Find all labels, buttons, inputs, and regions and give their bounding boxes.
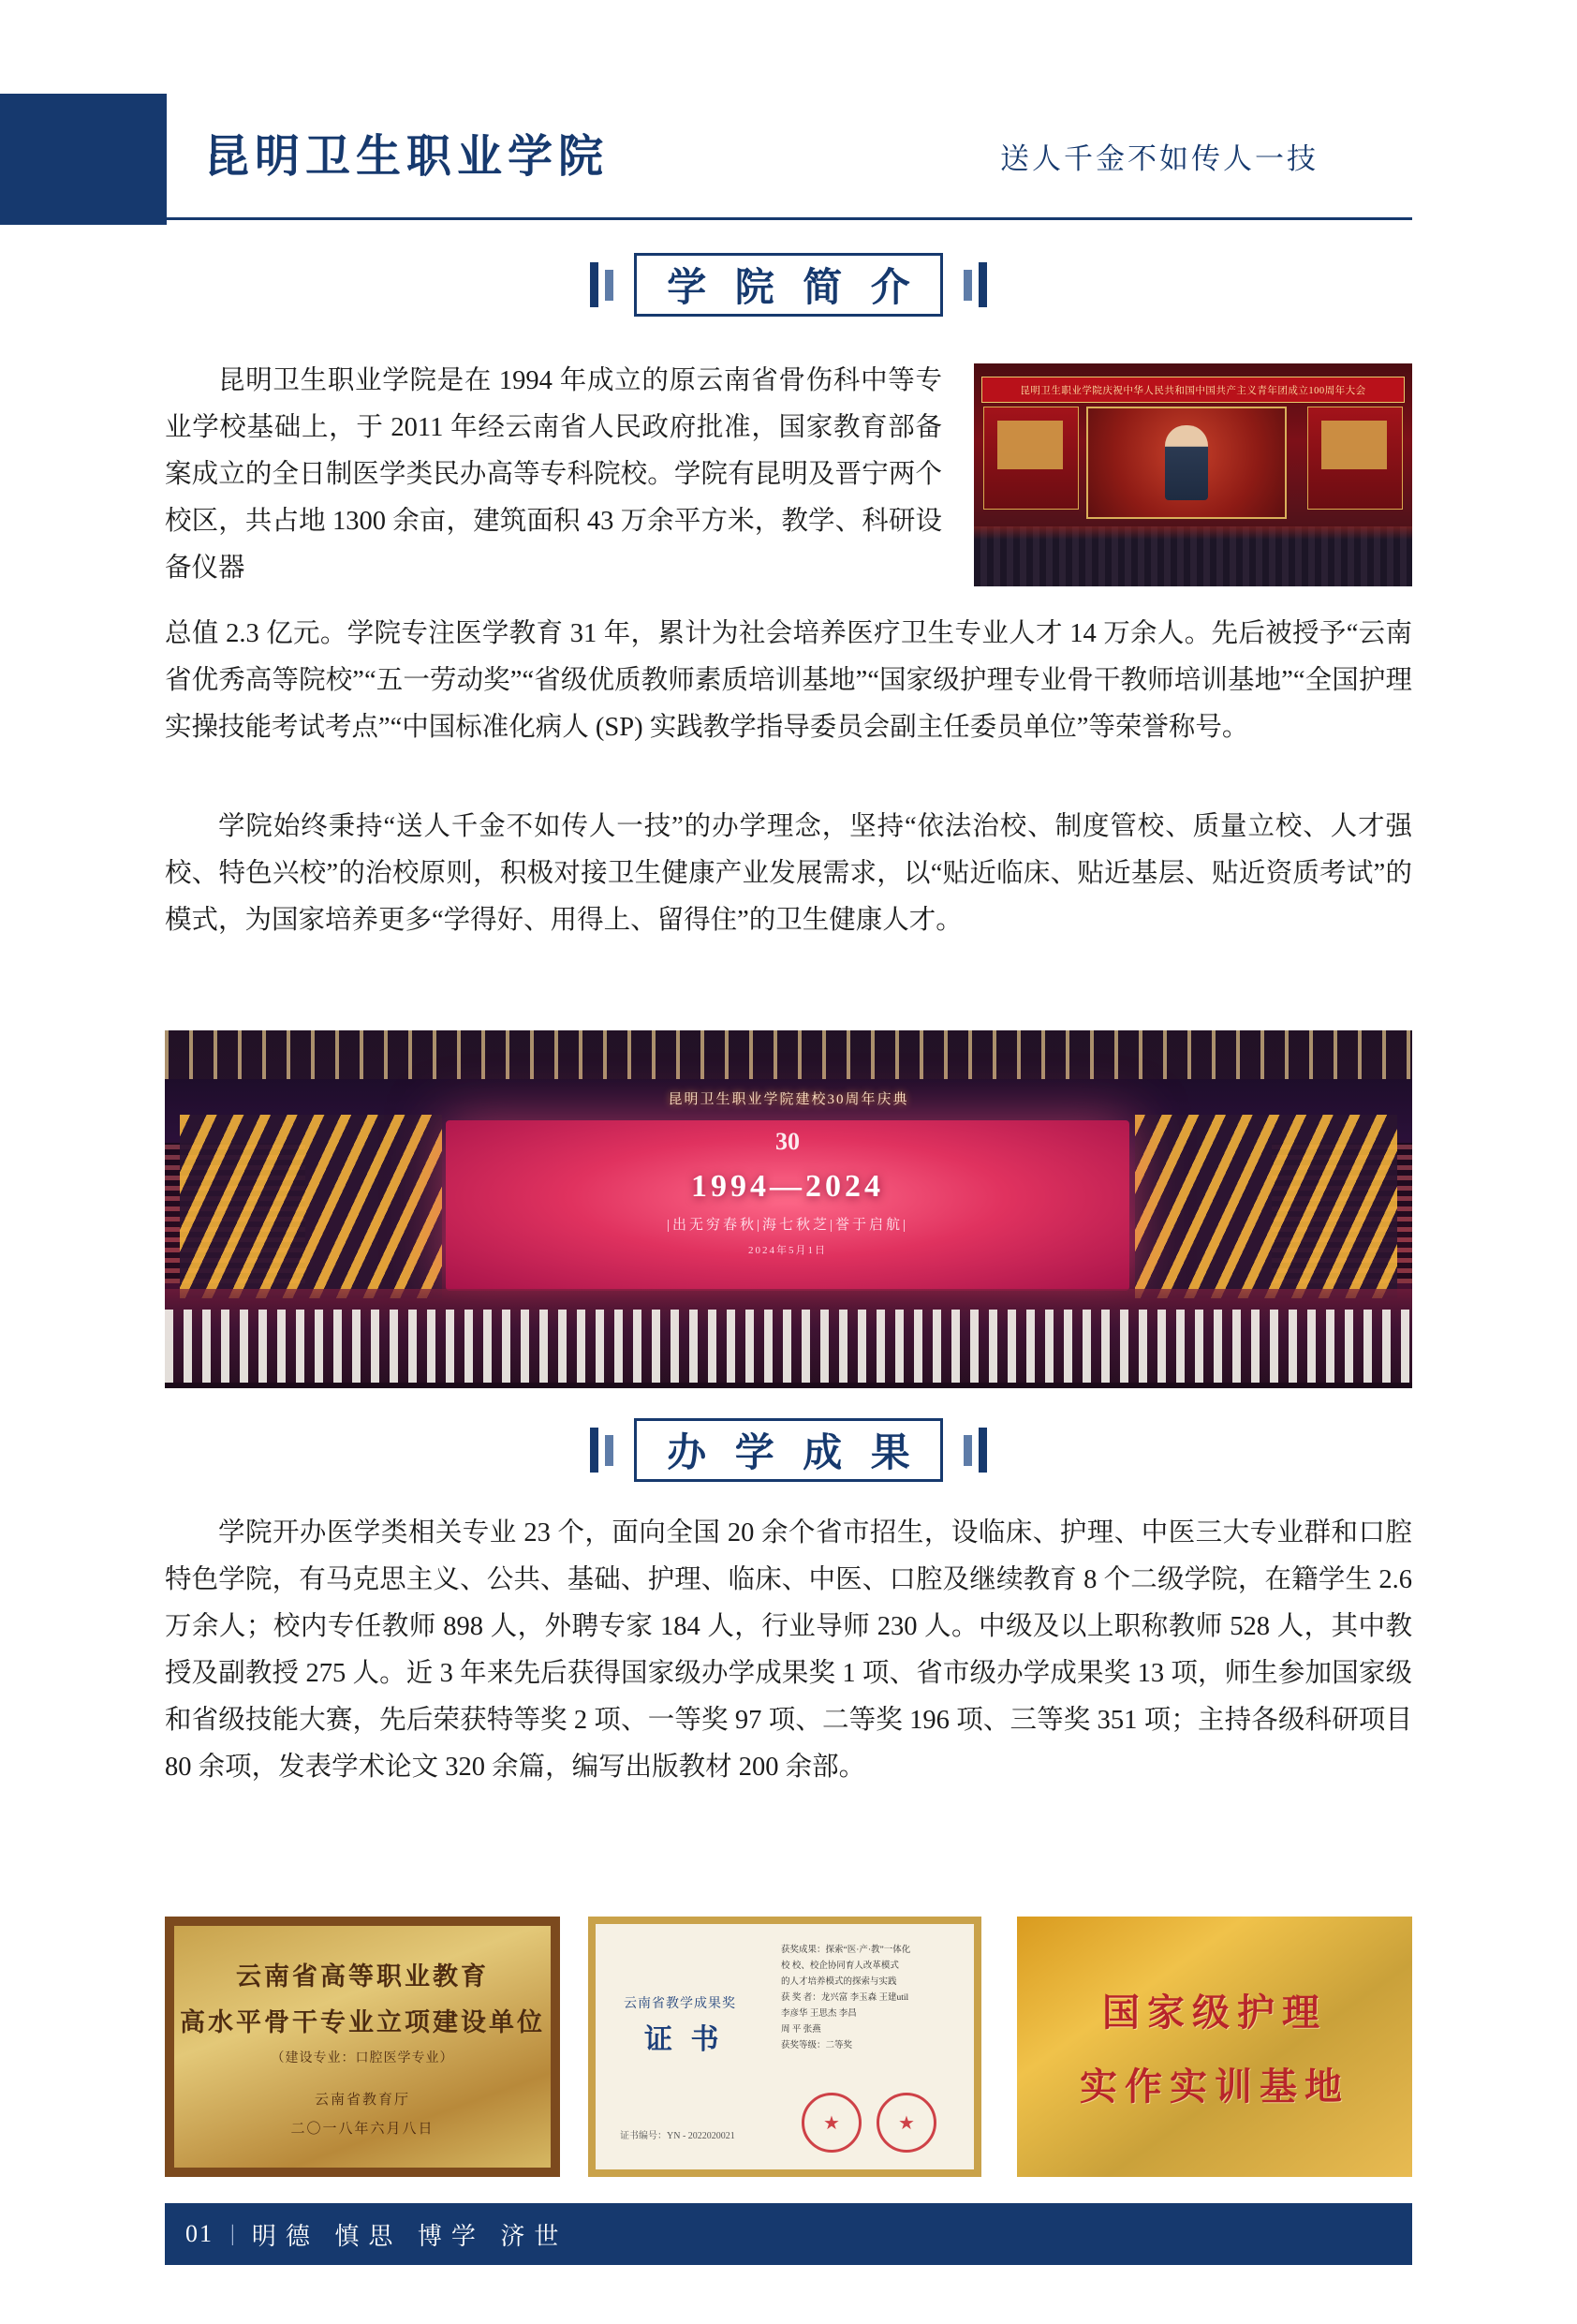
certificate-nursing-base xyxy=(1017,1917,1412,2177)
photo-ceremony-floor xyxy=(165,1289,1412,1388)
heading-ticks-left xyxy=(590,261,613,308)
nursing-base-line-2: 实作实训基地 xyxy=(1080,2065,1349,2108)
heading-text-2: 办 学 成 果 xyxy=(667,1432,920,1475)
photo-ceremony-badge: 30 xyxy=(775,1128,800,1155)
photo-ceremony-date: 2024年5月1日 xyxy=(748,1245,827,1256)
certificate-plaque xyxy=(165,1917,560,2177)
nursing-base-line-1: 国家级护理 xyxy=(1102,1991,1327,2034)
photo-ceremony-wing-left xyxy=(180,1115,442,1298)
photo-meeting-speaker xyxy=(1165,425,1208,500)
intro-paragraph-2: 总值 2.3 亿元。学院专注医学教育 31 年，累计为社会培养医疗卫生专业人才 14 万余人。先后被授予“云南省优秀高等院校”“五一劳动奖”“省级优质教师素质培训基地”“国家级护理专业骨干教师培训基地”“全国护理实操技能考试考点”“中国标准化病人 (SP) 实践教学指导委员会副主任委员单位”等荣誉称号。 xyxy=(165,619,1412,742)
page-header xyxy=(0,94,1577,225)
heading-text: 学 院 简 介 xyxy=(667,267,920,310)
award-title: 云南省教学成果奖 xyxy=(624,1997,736,2011)
page-footer xyxy=(165,2203,1412,2265)
plaque-issuer: 云南省教育厅 xyxy=(314,2093,410,2108)
official-seal-icon-1: ★ xyxy=(802,2093,862,2153)
photo-meeting-right-panel xyxy=(1307,407,1403,510)
footer-motto: 明德 慎思 博学 济世 xyxy=(251,2222,568,2250)
intro-paragraph-1: 昆明卫生职业学院是在 1994 年成立的原云南省骨伤科中等专业学校基础上，于 2011 年经云南省人民政府批准，国家教育部备案成立的全日制医学类民办高等专科院校。学院有昆明及晋宁两个校区，共占地 1300 余亩，建筑面积 43 万余平方米，教学、科研设备仪器 xyxy=(165,366,942,583)
photo-ceremony-wing-right xyxy=(1135,1115,1397,1298)
award-number: 证书编号：YN - 2022020021 xyxy=(620,2131,735,2141)
photo-ceremony-performers xyxy=(165,1310,1412,1383)
achievements-paragraph-1: 学院开办医学类相关专业 23 个，面向全国 20 余个省市招生，设临床、护理、中医三大专业群和口腔特色学院，有马克思主义、公共、基础、护理、临床、中医、口腔及继续教育 8 个二级学院，在籍学生 2.6 万余人；校内专任教师 898 人，外聘专家 184 人，行业导师 230 人。中级及以上职称教师 528 人，其中教授及副教授 275 人。近 3 年来先后获得国家级办学成果奖 1 项、省市级办学成果奖 13 项，师生参加国家级和省级技能大赛，先后荣获特等奖 2 项、一等奖 97 项、二等奖 196 项、三等奖 351 项；主持各级科研项目 80 余项，发表学术论文 320 余篇，编写出版教材 200 余部。 xyxy=(165,1518,1412,1782)
award-details: 获奖成果：探索“医·产·教”一体化 校 校、校企协同育人改革模式 的人才培养模式的探索与实践 获 奖 者：龙兴富 李玉森 王建util 李彦华 王思杰 李昌 周 平 张燕 获奖等级：二等奖 xyxy=(781,1946,911,2050)
award-certificate-word: 证 书 xyxy=(644,2024,725,2055)
photo-meeting-left-panel xyxy=(983,407,1079,510)
certificate-teaching-award xyxy=(588,1917,981,2177)
heading-ticks-right-2 xyxy=(964,1427,987,1473)
photo-ceremony xyxy=(165,1030,1412,1388)
heading-ticks-right xyxy=(964,261,987,308)
photo-meeting-stage xyxy=(1086,407,1287,519)
official-seal-icon-2: ★ xyxy=(877,2093,936,2153)
photo-meeting-banner: 昆明卫生职业学院庆祝中华人民共和国中国共产主义青年团成立100周年大会 xyxy=(981,377,1405,403)
photo-ceremony-label: 昆明卫生职业学院建校30周年庆典 xyxy=(668,1092,909,1107)
header-divider xyxy=(167,217,1412,220)
heading-box xyxy=(634,253,943,317)
plaque-line-2: 高水平骨干专业立项建设单位 xyxy=(180,2008,545,2036)
photo-ceremony-lighting-truss xyxy=(165,1030,1412,1079)
footer-separator: | xyxy=(230,2221,235,2246)
photo-ceremony-subtitle: |出无穷春秋|海七秋芝|誉于启航| xyxy=(666,1218,908,1233)
school-name: 昆明卫生职业学院 xyxy=(204,132,610,182)
plaque-line-3: （建设专业：口腔医学专业） xyxy=(271,2051,454,2065)
photo-ceremony-years: 1994—2024 xyxy=(691,1169,884,1204)
section-heading-achievements xyxy=(568,1416,1009,1484)
header-accent-bar xyxy=(0,94,167,225)
plaque-line-1: 云南省高等职业教育 xyxy=(236,1962,489,1991)
photo-ceremony-led-screen xyxy=(446,1120,1129,1291)
page-number: 01 xyxy=(185,2220,214,2247)
photo-meeting xyxy=(974,363,1412,586)
photo-meeting-audience xyxy=(974,526,1412,586)
school-slogan: 送人千金不如传人一技 xyxy=(1000,142,1319,175)
intro-paragraph-3: 学院始终秉持“送人千金不如传人一技”的办学理念，坚持“依法治校、制度管校、质量立校、人才强校、特色兴校”的治校原则，积极对接卫生健康产业发展需求，以“贴近临床、贴近基层、贴近资质考试”的模式，为国家培养更多“学得好、用得上、留得住”的卫生健康人才。 xyxy=(165,812,1412,935)
heading-ticks-left-2 xyxy=(590,1427,613,1473)
plaque-date: 二〇一八年六月八日 xyxy=(290,2122,435,2137)
heading-box-2 xyxy=(634,1418,943,1482)
section-heading-intro xyxy=(568,251,1009,318)
